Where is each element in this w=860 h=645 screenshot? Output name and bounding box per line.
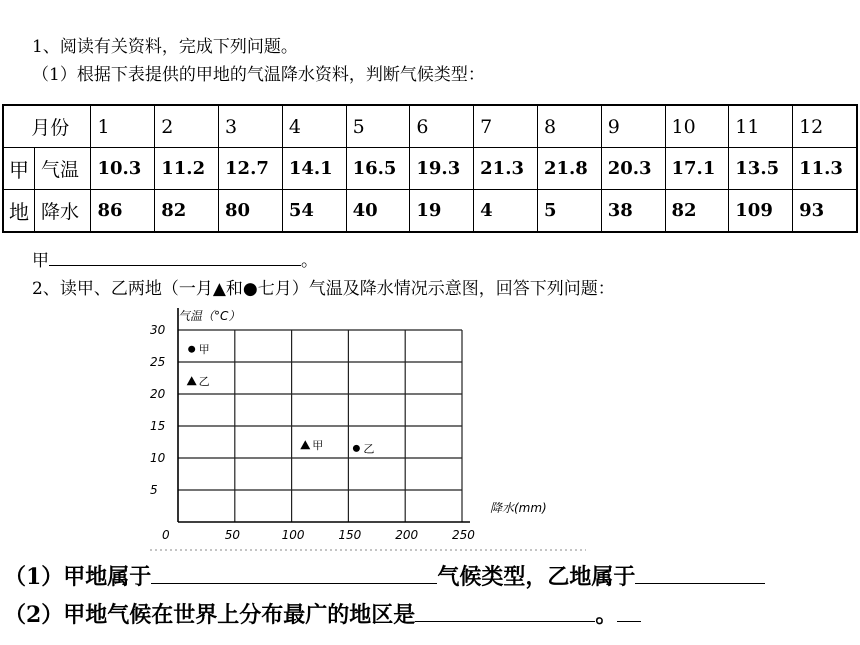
- y-tick-label: 25: [150, 355, 166, 369]
- month-cell: 11: [729, 105, 793, 148]
- climate-scatter-chart: [130, 300, 588, 555]
- question-1-subtitle: （1）根据下表提供的甲地的气温降水资料，判断气候类型：: [32, 65, 485, 85]
- x-tick-label: 0: [162, 528, 170, 542]
- answer-blank-3[interactable]: [635, 563, 765, 584]
- month-cell: 4: [282, 105, 346, 148]
- bottom-question-1: [4, 560, 765, 591]
- precipitation-cell: 80: [219, 190, 283, 233]
- circle-point-marker: [188, 346, 195, 353]
- precipitation-cell: 82: [665, 190, 729, 233]
- location-label-1: 甲: [3, 148, 35, 190]
- precipitation-cell: 109: [729, 190, 793, 233]
- y-tick-label: 5: [150, 483, 158, 497]
- precipitation-cell: 19: [410, 190, 474, 233]
- month-cell: 2: [155, 105, 219, 148]
- temperature-cell: 21.3: [474, 148, 538, 190]
- location-label-2: 地: [3, 190, 35, 233]
- triangle-point-marker: [300, 440, 310, 449]
- month-cell: 10: [665, 105, 729, 148]
- temperature-cell: 14.1: [282, 148, 346, 190]
- bottom-q1-mid: 气候类型，乙地属于: [437, 564, 636, 590]
- x-tick-label: 100: [281, 528, 305, 542]
- answer-blank-4[interactable]: [415, 601, 595, 622]
- x-tick-label: 250: [452, 528, 475, 542]
- month-cell: 1: [91, 105, 155, 148]
- precipitation-cell: 40: [346, 190, 410, 233]
- temperature-cell: 11.2: [155, 148, 219, 190]
- x-tick-label: 150: [338, 528, 362, 542]
- precipitation-cell: 5: [537, 190, 601, 233]
- answer-suffix: 。: [301, 251, 318, 271]
- temperature-cell: 11.3: [793, 148, 857, 190]
- x-tick-label: 50: [224, 528, 241, 542]
- precipitation-cell: 38: [601, 190, 665, 233]
- y-tick-label: 15: [150, 419, 166, 433]
- y-tick-label: 20: [150, 387, 166, 401]
- month-header-cell: 月份: [3, 105, 91, 148]
- temperature-cell: 20.3: [601, 148, 665, 190]
- temperature-cell: 19.3: [410, 148, 474, 190]
- climate-table: [2, 104, 858, 233]
- x-axis-label: 降水(mm): [490, 501, 547, 515]
- temperature-cell: 13.5: [729, 148, 793, 190]
- precipitation-cell: 82: [155, 190, 219, 233]
- bottom-question-2: [4, 598, 641, 629]
- month-cell: 3: [219, 105, 283, 148]
- x-tick-label: 200: [395, 528, 419, 542]
- point-label: 甲: [198, 343, 210, 357]
- circle-point-marker: [353, 445, 360, 452]
- month-cell: 8: [537, 105, 601, 148]
- month-cell: 5: [346, 105, 410, 148]
- temperature-cell: 21.8: [537, 148, 601, 190]
- month-cell: 7: [474, 105, 538, 148]
- precipitation-row: [3, 190, 857, 233]
- precipitation-cell: 4: [474, 190, 538, 233]
- point-label: 乙: [198, 375, 210, 389]
- point-label: 乙: [363, 442, 375, 456]
- temperature-cell: 16.5: [346, 148, 410, 190]
- precipitation-cell: 93: [793, 190, 857, 233]
- temperature-label: 气温: [35, 148, 91, 190]
- triangle-point-marker: [187, 376, 197, 385]
- precipitation-label: 降水: [35, 190, 91, 233]
- month-cell: 12: [793, 105, 857, 148]
- answer-prefix: 甲: [32, 251, 49, 271]
- precipitation-cell: 54: [282, 190, 346, 233]
- temperature-cell: 10.3: [91, 148, 155, 190]
- temperature-cell: 17.1: [665, 148, 729, 190]
- temperature-cell: 12.7: [219, 148, 283, 190]
- point-label: 甲: [312, 439, 324, 453]
- precipitation-cell: 86: [91, 190, 155, 233]
- answer-blank-2[interactable]: [151, 563, 437, 584]
- answer-blank-1[interactable]: [49, 251, 301, 266]
- y-tick-label: 10: [150, 451, 166, 465]
- bottom-q1-prefix: （1）甲地属于: [4, 564, 152, 590]
- table-header-row: [3, 105, 857, 148]
- question-2-title: 2、读甲、乙两地（一月▲和●七月）气温及降水情况示意图，回答下列问题：: [32, 279, 615, 299]
- answer-line-1: [32, 246, 318, 271]
- bottom-q2-prefix: （2）甲地气候在世界上分布最广的地区是: [4, 602, 416, 628]
- month-cell: 6: [410, 105, 474, 148]
- y-axis-label: 气温（°C）: [178, 309, 241, 323]
- answer-blank-4-tail: [617, 601, 641, 622]
- month-cell: 9: [601, 105, 665, 148]
- bottom-q2-suffix: 。: [595, 602, 618, 628]
- temperature-row: [3, 148, 857, 190]
- question-1-title: 1、阅读有关资料，完成下列问题。: [32, 37, 298, 57]
- y-tick-label: 30: [150, 323, 166, 337]
